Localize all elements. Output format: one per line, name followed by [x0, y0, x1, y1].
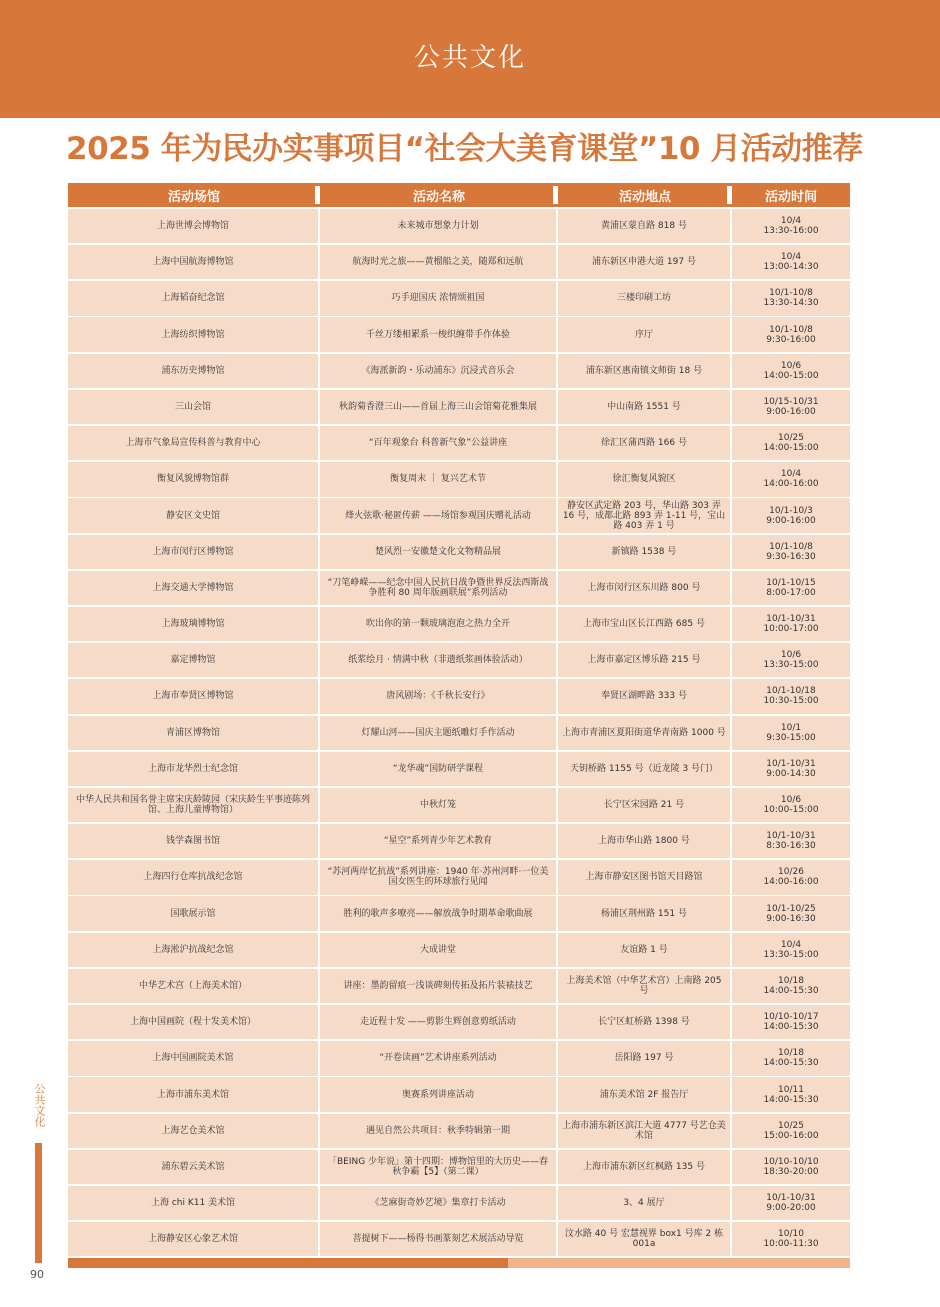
cell-venue: 上海中国航海博物馆: [68, 245, 318, 279]
cell-time: 10/11 14:00-15:30: [732, 1077, 850, 1111]
cell-time: 10/15-10/31 9:00-16:00: [732, 390, 850, 424]
table-row: [68, 317, 850, 351]
cell-venue: 浦东历史博物馆: [68, 354, 318, 388]
cell-location: 徐汇区蒲西路 166 号: [558, 426, 730, 460]
cell-location: 上海市闵行区东川路 800 号: [558, 571, 730, 605]
table-row: [68, 1222, 850, 1256]
table-row: [68, 1041, 850, 1075]
cell-location: 上海市嘉定区博乐路 215 号: [558, 643, 730, 677]
cell-activity-name: 灯耀山河——国庆主题纸雕灯手作活动: [320, 716, 556, 750]
cell-time: 10/1-10/18 10:30-15:00: [732, 679, 850, 713]
header-time: 活动时间: [764, 189, 817, 205]
table-row: [68, 1005, 850, 1039]
cell-location: 上海市静安区图书馆天目路馆: [558, 860, 730, 894]
cell-activity-name: 航海时光之旅——黄榴船之美，随郑和远航: [320, 245, 556, 279]
cell-activity-name: 纸浆绘月 · 情满中秋（非遗纸浆画体验活动）: [320, 643, 556, 677]
table-row: [68, 354, 850, 388]
banner-title: 公共文化: [413, 42, 526, 73]
cell-activity-name: 秋韵菊香澄三山——首届上海三山会馆菊花雅集展: [320, 390, 556, 424]
cell-activity-name: “龙华魂”国防研学课程: [320, 752, 556, 786]
table-row: [68, 281, 850, 315]
cell-time: 10/10 10:00-11:30: [732, 1222, 850, 1256]
table-row: [68, 896, 850, 930]
cell-venue: 上海中国画院美术馆: [68, 1041, 318, 1075]
table-row: [68, 752, 850, 786]
cell-activity-name: “刀笔峥嵘——纪念中国人民抗日战争暨世界反法西斯战争胜利 80 周年版画联展”系列活动: [320, 571, 556, 605]
cell-venue: 上海艺仓美术馆: [68, 1114, 318, 1148]
cell-time: 10/4 13:00-14:30: [732, 245, 850, 279]
cell-location: 杨浦区荆州路 151 号: [558, 896, 730, 930]
cell-time: 10/1-10/15 8:00-17:00: [732, 571, 850, 605]
cell-time: 10/4 13:30-15:00: [732, 933, 850, 967]
table-body: [68, 209, 850, 1257]
cell-time: 10/1-10/8 9:30-16:30: [732, 535, 850, 569]
cell-time: 10/1-10/31 8:30-16:30: [732, 824, 850, 858]
cell-venue: 上海世博会博物馆: [68, 209, 318, 243]
cell-venue: 衡复风貌博物馆群: [68, 462, 318, 496]
cell-location: 上海市青浦区夏阳街道华青南路 1000 号: [558, 716, 730, 750]
table-row: [68, 788, 850, 822]
cell-location: 奉贤区湖畔路 333 号: [558, 679, 730, 713]
cell-venue: 三山会馆: [68, 390, 318, 424]
cell-activity-name: “百年观象台 科普新气象”公益讲座: [320, 426, 556, 460]
cell-activity-name: 大成讲堂: [320, 933, 556, 967]
cell-venue: 上海淞沪抗战纪念馆: [68, 933, 318, 967]
cell-time: 10/18 14:00-15:30: [732, 969, 850, 1003]
table-row: [68, 643, 850, 677]
table-row: [68, 535, 850, 569]
cell-time: 10/10-10/10 18:30-20:00: [732, 1150, 850, 1184]
cell-time: 10/1-10/8 9:30-16:00: [732, 317, 850, 351]
cell-time: 10/10-10/17 14:00-15:30: [732, 1005, 850, 1039]
cell-venue: 上海韬奋纪念馆: [68, 281, 318, 315]
cell-venue: 青浦区博物馆: [68, 716, 318, 750]
cell-location: 上海市宝山区长江西路 685 号: [558, 607, 730, 641]
bottom-bar-segment-light: [508, 1258, 850, 1268]
table-row: [68, 1186, 850, 1220]
cell-activity-name: 讲座：墨韵留痕一浅谈碑刻传拓及拓片装裱技艺: [320, 969, 556, 1003]
table-row: [68, 679, 850, 713]
cell-venue: 浦东碧云美术馆: [68, 1150, 318, 1184]
cell-time: 10/6 13:30-15:00: [732, 643, 850, 677]
cell-activity-name: 烽火弦歌·秘匿传薪 ——场馆参观国庆赠礼活动: [320, 498, 556, 532]
cell-time: 10/6 10:00-15:00: [732, 788, 850, 822]
cell-venue: 上海纺织博物馆: [68, 317, 318, 351]
cell-activity-name: 唐风剧场：《千秋长安行》: [320, 679, 556, 713]
cell-venue: 上海市浦东美术馆: [68, 1077, 318, 1111]
cell-activity-name: 菩提树下——杨得书画篆刻艺术展活动导览: [320, 1222, 556, 1256]
cell-location: 上海市浦东新区滨江大道 4777 号艺仓美术馆: [558, 1114, 730, 1148]
cell-activity-name: 胜利的歌声多嘹亮——解放战争时期革命歌曲展: [320, 896, 556, 930]
cell-activity-name: 奥赛系列讲座活动: [320, 1077, 556, 1111]
cell-venue: 上海静安区心象艺术馆: [68, 1222, 318, 1256]
cell-time: 10/4 13:30-16:00: [732, 209, 850, 243]
table-row: [68, 716, 850, 750]
cell-time: 10/1-10/25 9:00-16:30: [732, 896, 850, 930]
cell-time: 10/4 14:00-16:00: [732, 462, 850, 496]
header-venue: 活动场馆: [68, 183, 320, 207]
cell-time: 10/1-10/31 10:00-17:00: [732, 607, 850, 641]
table-row: [68, 933, 850, 967]
cell-activity-name: “星空”系列青少年艺术教育: [320, 824, 556, 858]
cell-location: 天钥桥路 1155 号（近龙陵 3 号门）: [558, 752, 730, 786]
cell-location: 徐汇衡复风貌区: [558, 462, 730, 496]
cell-time: 10/25 15:00-16:00: [732, 1114, 850, 1148]
table-row: [68, 1077, 850, 1111]
cell-time: 10/1-10/31 9:00-14:30: [732, 752, 850, 786]
cell-activity-name: “开卷读画”艺术讲座系列活动: [320, 1041, 556, 1075]
cell-activity-name: 中秋灯笼: [320, 788, 556, 822]
cell-location: 静安区武定路 203 号，华山路 303 弄 16 号，成都北路 893 弄 1-11 号，宝山路 403 弄 1 号: [558, 498, 730, 532]
cell-activity-name: 衡复周末 ｜ 复兴艺术节: [320, 462, 556, 496]
cell-location: 汶水路 40 号 宏慧视界 box1 号库 2 栋 001a: [558, 1222, 730, 1256]
table-row: [68, 462, 850, 496]
cell-time: 10/1 9:30-15:00: [732, 716, 850, 750]
cell-venue: 中华人民共和国名誉主席宋庆龄陵园（宋庆龄生平事迹陈列馆、上海儿童博物馆）: [68, 788, 318, 822]
cell-location: 长宁区宋园路 21 号: [558, 788, 730, 822]
cell-time: 10/26 14:00-16:00: [732, 860, 850, 894]
header-location: 活动地点: [558, 183, 732, 207]
cell-activity-name: 《海派新韵・乐动浦东》沉浸式音乐会: [320, 354, 556, 388]
cell-venue: 上海市闵行区博物馆: [68, 535, 318, 569]
cell-time: 10/6 14:00-15:00: [732, 354, 850, 388]
cell-venue: 上海市气象局宣传科普与教育中心: [68, 426, 318, 460]
cell-time: 10/1-10/8 13:30-14:30: [732, 281, 850, 315]
page-title: 2025 年为民办实事项目“社会大美育课堂”10 月活动推荐: [66, 131, 863, 167]
cell-venue: 国歌展示馆: [68, 896, 318, 930]
cell-location: 上海市华山路 1800 号: [558, 824, 730, 858]
cell-venue: 上海 chi K11 美术馆: [68, 1186, 318, 1220]
cell-activity-name: “苏河两岸忆抗战”系列讲座：1940 年·苏州河畔·一位美国女医生的环球旅行见闻: [320, 860, 556, 894]
cell-activity-name: 楚风烈一安徽楚文化文物精品展: [320, 535, 556, 569]
cell-activity-name: 千丝万缕相累系一梭织缠带手作体验: [320, 317, 556, 351]
cell-location: 三楼印刷工坊: [558, 281, 730, 315]
cell-venue: 上海中国画院（程十发美术馆）: [68, 1005, 318, 1039]
table-row: [68, 390, 850, 424]
cell-location: 岳阳路 197 号: [558, 1041, 730, 1075]
table-row: [68, 607, 850, 641]
table-row: [68, 426, 850, 460]
table-row: [68, 824, 850, 858]
table-row: [68, 245, 850, 279]
side-section-label: 公共文化: [33, 1083, 46, 1127]
cell-venue: 上海玻璃博物馆: [68, 607, 318, 641]
cell-location: 黄浦区蒙自路 818 号: [558, 209, 730, 243]
cell-location: 3、4 展厅: [558, 1186, 730, 1220]
cell-venue: 钱学森图书馆: [68, 824, 318, 858]
table-row: [68, 209, 850, 243]
top-banner: [0, 0, 940, 118]
cell-location: 友谊路 1 号: [558, 933, 730, 967]
activity-table: [68, 183, 850, 1256]
cell-location: 中山南路 1551 号: [558, 390, 730, 424]
cell-venue: 上海交通大学博物馆: [68, 571, 318, 605]
cell-location: 新镇路 1538 号: [558, 535, 730, 569]
cell-venue: 上海四行仓库抗战纪念馆: [68, 860, 318, 894]
table-row: [68, 1150, 850, 1184]
cell-location: 序厅: [558, 317, 730, 351]
page-number: 90: [30, 1268, 44, 1281]
table-row: [68, 498, 850, 532]
cell-venue: 上海市奉贤区博物馆: [68, 679, 318, 713]
cell-venue: 静安区文史馆: [68, 498, 318, 532]
bottom-bar-segment-dark: [68, 1258, 508, 1268]
cell-activity-name: 遇见自然公共项目：秋季特辑第一期: [320, 1114, 556, 1148]
cell-activity-name: 「BEING 少年说」第十四期：博物馆里的大历史——春秋争霸【5】（第二课）: [320, 1150, 556, 1184]
cell-time: 10/1-10/3 9:00-16:00: [732, 498, 850, 532]
cell-venue: 上海市龙华烈士纪念馆: [68, 752, 318, 786]
header-activity-name: 活动名称: [320, 183, 558, 207]
cell-venue: 中华艺术宫（上海美术馆）: [68, 969, 318, 1003]
table-row: [68, 860, 850, 894]
cell-location: 上海市浦东新区红枫路 135 号: [558, 1150, 730, 1184]
table-row: [68, 571, 850, 605]
cell-location: 长宁区虹桥路 1398 号: [558, 1005, 730, 1039]
cell-time: 10/18 14:00-15:30: [732, 1041, 850, 1075]
cell-time: 10/1-10/31 9:00-20:00: [732, 1186, 850, 1220]
cell-location: 浦东美术馆 2F 报告厅: [558, 1077, 730, 1111]
cell-venue: 嘉定博物馆: [68, 643, 318, 677]
cell-location: 浦东新区申港大道 197 号: [558, 245, 730, 279]
table-row: [68, 1114, 850, 1148]
cell-activity-name: 吹出你的第一颗玻璃泡泡之热力全开: [320, 607, 556, 641]
cell-location: 浦东新区惠南镇文师街 18 号: [558, 354, 730, 388]
cell-location: 上海美术馆（中华艺术宫）上南路 205 号: [558, 969, 730, 1003]
cell-time: 10/25 14:00-15:00: [732, 426, 850, 460]
bottom-decor-bar: [68, 1258, 850, 1268]
cell-activity-name: 巧手迎国庆 浓情颂祖国: [320, 281, 556, 315]
cell-activity-name: 未来城市想象力计划: [320, 209, 556, 243]
cell-activity-name: 走近程十发 ——剪影生辉创意剪纸活动: [320, 1005, 556, 1039]
side-accent-bar: [35, 1143, 42, 1263]
table-header: [68, 183, 850, 207]
cell-activity-name: 《芝麻街奇妙艺境》集章打卡活动: [320, 1186, 556, 1220]
table-row: [68, 969, 850, 1003]
